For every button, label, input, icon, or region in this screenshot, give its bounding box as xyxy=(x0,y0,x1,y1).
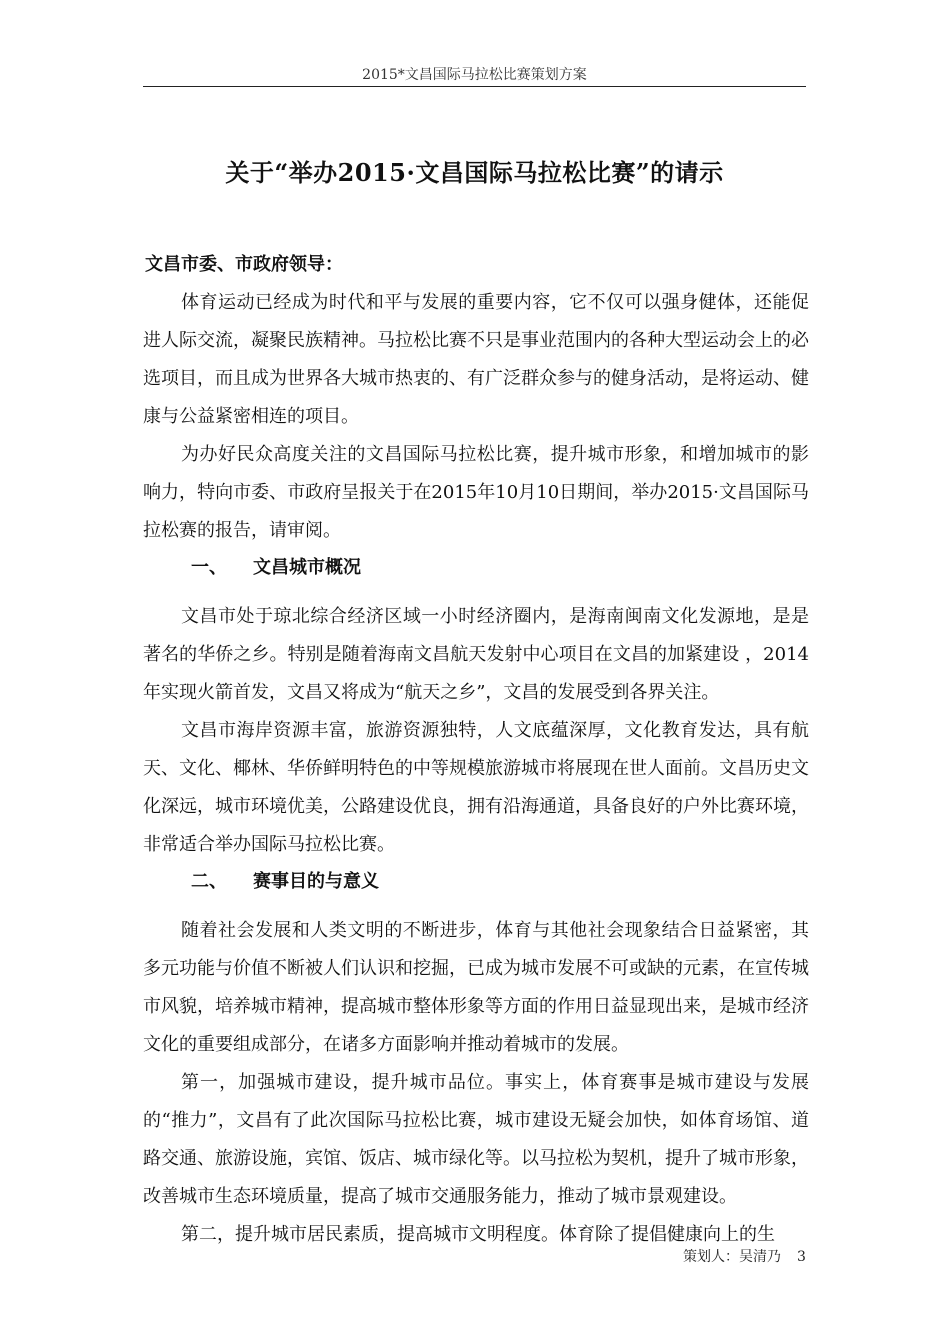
salutation: 文昌市委、市政府领导： xyxy=(145,254,343,275)
section-heading xyxy=(143,550,809,590)
running-header: 2015*文昌国际马拉松比赛策划方案 xyxy=(362,67,587,83)
section-heading xyxy=(143,864,809,904)
section-number: 一、 xyxy=(191,557,227,578)
intro-paragraph: 体育运动已经成为时代和平与发展的重要内容，它不仅可以强身健体，还能促进人际交流，凝聚民族精神。马拉松比赛不只是事业范围内的各种大型运动会上的必选项目，而且成为世界各大城市热衷的、有广泛群众参与的健身活动，是将运动、健康与公益紧密相连的项目。 xyxy=(143,292,809,427)
document-title: 关于“举办2015·文昌国际马拉松比赛”的请示 xyxy=(225,158,724,187)
header-divider xyxy=(143,86,806,87)
page-footer xyxy=(683,1248,806,1266)
section-paragraph: 文昌市处于琼北综合经济区域一小时经济圈内，是海南闽南文化发源地，是是著名的华侨之乡。特别是随着海南文昌航天发射中心项目在文昌的加紧建设 ，2014年实现火箭首发，文昌又将成为“航天之乡”，文昌的发展受到各界关注。 xyxy=(143,606,809,703)
section-paragraph: 随着社会发展和人类文明的不断进步，体育与其他社会现象结合日益紧密，其多元功能与价值不断被人们认识和挖掘，已成为城市发展不可或缺的元素，在宣传城市风貌，培养城市精神，提高城市整体形象等方面的作用日益显现出来，是城市经济文化的重要组成部分，在诸多方面影响并推动着城市的发展。 xyxy=(143,920,809,1055)
section-title: 文昌城市概况 xyxy=(253,557,361,578)
document-body xyxy=(143,246,809,1254)
section-paragraph: 第一，加强城市建设，提升城市品位。事实上，体育赛事是城市建设与发展的“推力”，文昌有了此次国际马拉松比赛，城市建设无疑会加快，如体育场馆、道路交通、旅游设施，宾馆、饭店、城市绿化等。以马拉松为契机，提升了城市形象，改善城市生态环境质量，提高了城市交通服务能力，推动了城市景观建设。 xyxy=(143,1072,809,1207)
section-title: 赛事目的与意义 xyxy=(253,871,379,892)
page-number: 3 xyxy=(797,1249,806,1265)
section-paragraph: 文昌市海岸资源丰富，旅游资源独特，人文底蕴深厚，文化教育发达，具有航天、文化、椰林、华侨鲜明特色的中等规模旅游城市将展现在世人面前。文昌历史文化深远，城市环境优美，公路建设优良，拥有沿海通道，具备良好的户外比赛环境，非常适合举办国际马拉松比赛。 xyxy=(143,720,809,855)
planner-credit: 策划人：吴清乃 xyxy=(683,1249,781,1265)
section-number: 二、 xyxy=(191,871,227,892)
intro-paragraph: 为办好民众高度关注的文昌国际马拉松比赛，提升城市形象，和增加城市的影响力，特向市委、市政府呈报关于在2015年10月10日期间，举办2015·文昌国际马拉松赛的报告，请审阅。 xyxy=(143,444,809,541)
section-paragraph: 第二，提升城市居民素质，提高城市文明程度。体育除了提倡健康向上的生 xyxy=(181,1224,775,1245)
